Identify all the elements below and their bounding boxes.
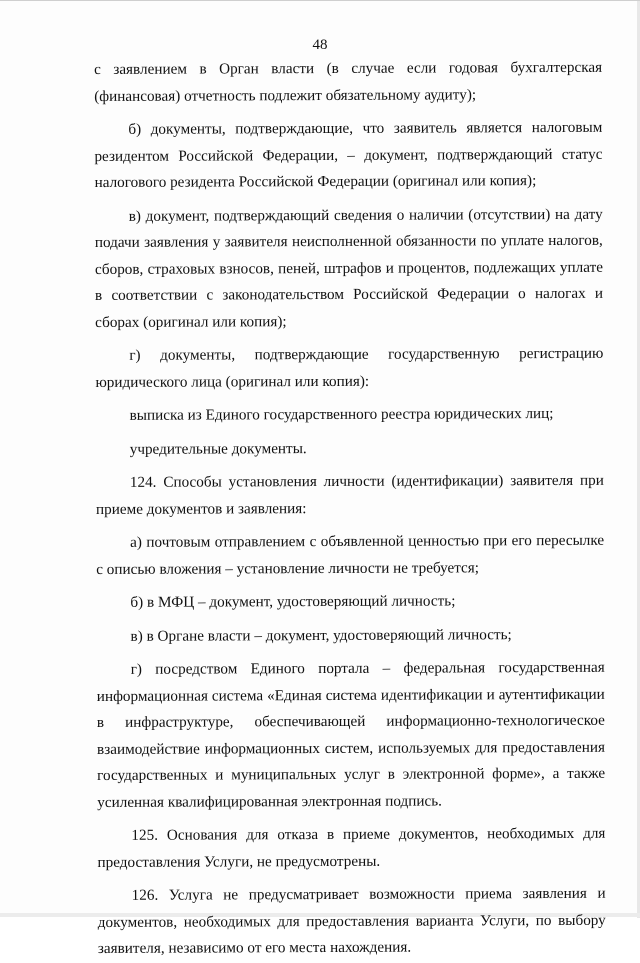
paragraph-item-g-registration: г) документы, подтверждающие государственную регистрацию юридического лица (оригинал или копия): [95,344,604,391]
paragraph-125-refusal-grounds: 125. Основания для отказа в приеме документов, необходимых для предоставления Услуги, не предусмотрены. [97,824,606,871]
paragraph-item-b-tax-residency: б) документы, подтверждающие, что заявитель является налоговым резидентом Российской Федерации, – документ, подтверждающий статус налогового резидента Российской Федерации (оригинал или копия); [94,118,603,191]
paragraph-registry-extract: выписка из Единого государственного реестра юридических лиц; [129,404,554,424]
paragraph-founding-documents: учредительные документы. [129,439,307,458]
page-number: 48 [312,37,328,53]
paragraph-126-extraterritorial: 126. Услуга не предусматривает возможности приема заявления и документов, необходимых для предоставления варианта Услуги, по выбору заявителя, независимо от его места нахождения. [97,884,606,957]
paragraph-124-item-v-authority: в) в Органе власти – документ, удостоверяющий личность; [130,625,512,645]
paragraph-item-v-tax-obligations: в) документ, подтверждающий сведения о наличии (отсутствии) на дату подачи заявления у заявителя неисполненной обязанности по уплате налогов, сборов, страховых взносов, пеней, штрафов и процентов, подлежащих уплате в соответствии с законодательством Российской Федерации о налогах и сборах (оригинал или копия); [94,205,604,331]
paragraph-continuation: с заявлением в Орган власти (в случае если годовая бухгалтерская (финансовая) отчетность подлежит обязательному аудиту); [94,58,603,105]
paragraph-124-identification: 124. Способы установления личности (идентификации) заявителя при приеме документов и заявления: [95,471,604,518]
paragraph-124-item-g-portal: г) посредством Единого портала – федеральная государственная информационная система «Единая система идентификации и аутентификации в инфраструктуре, обеспечивающей информационно-технологическое взаимодействие информационных систем, используемых для предоставления государственных и муниципальных услуг в электронной форме», а также усиленная квалифицированная электронная подпись. [96,658,606,811]
document-body [94,55,606,963]
paragraph-124-item-a-post: а) почтовым отправлением с объявленной ценностью при его пересылке с описью вложения – установление личности не требуется; [96,531,605,578]
paragraph-124-item-b-mfc: б) в МФЦ – документ, удостоверяющий личность; [130,592,456,611]
